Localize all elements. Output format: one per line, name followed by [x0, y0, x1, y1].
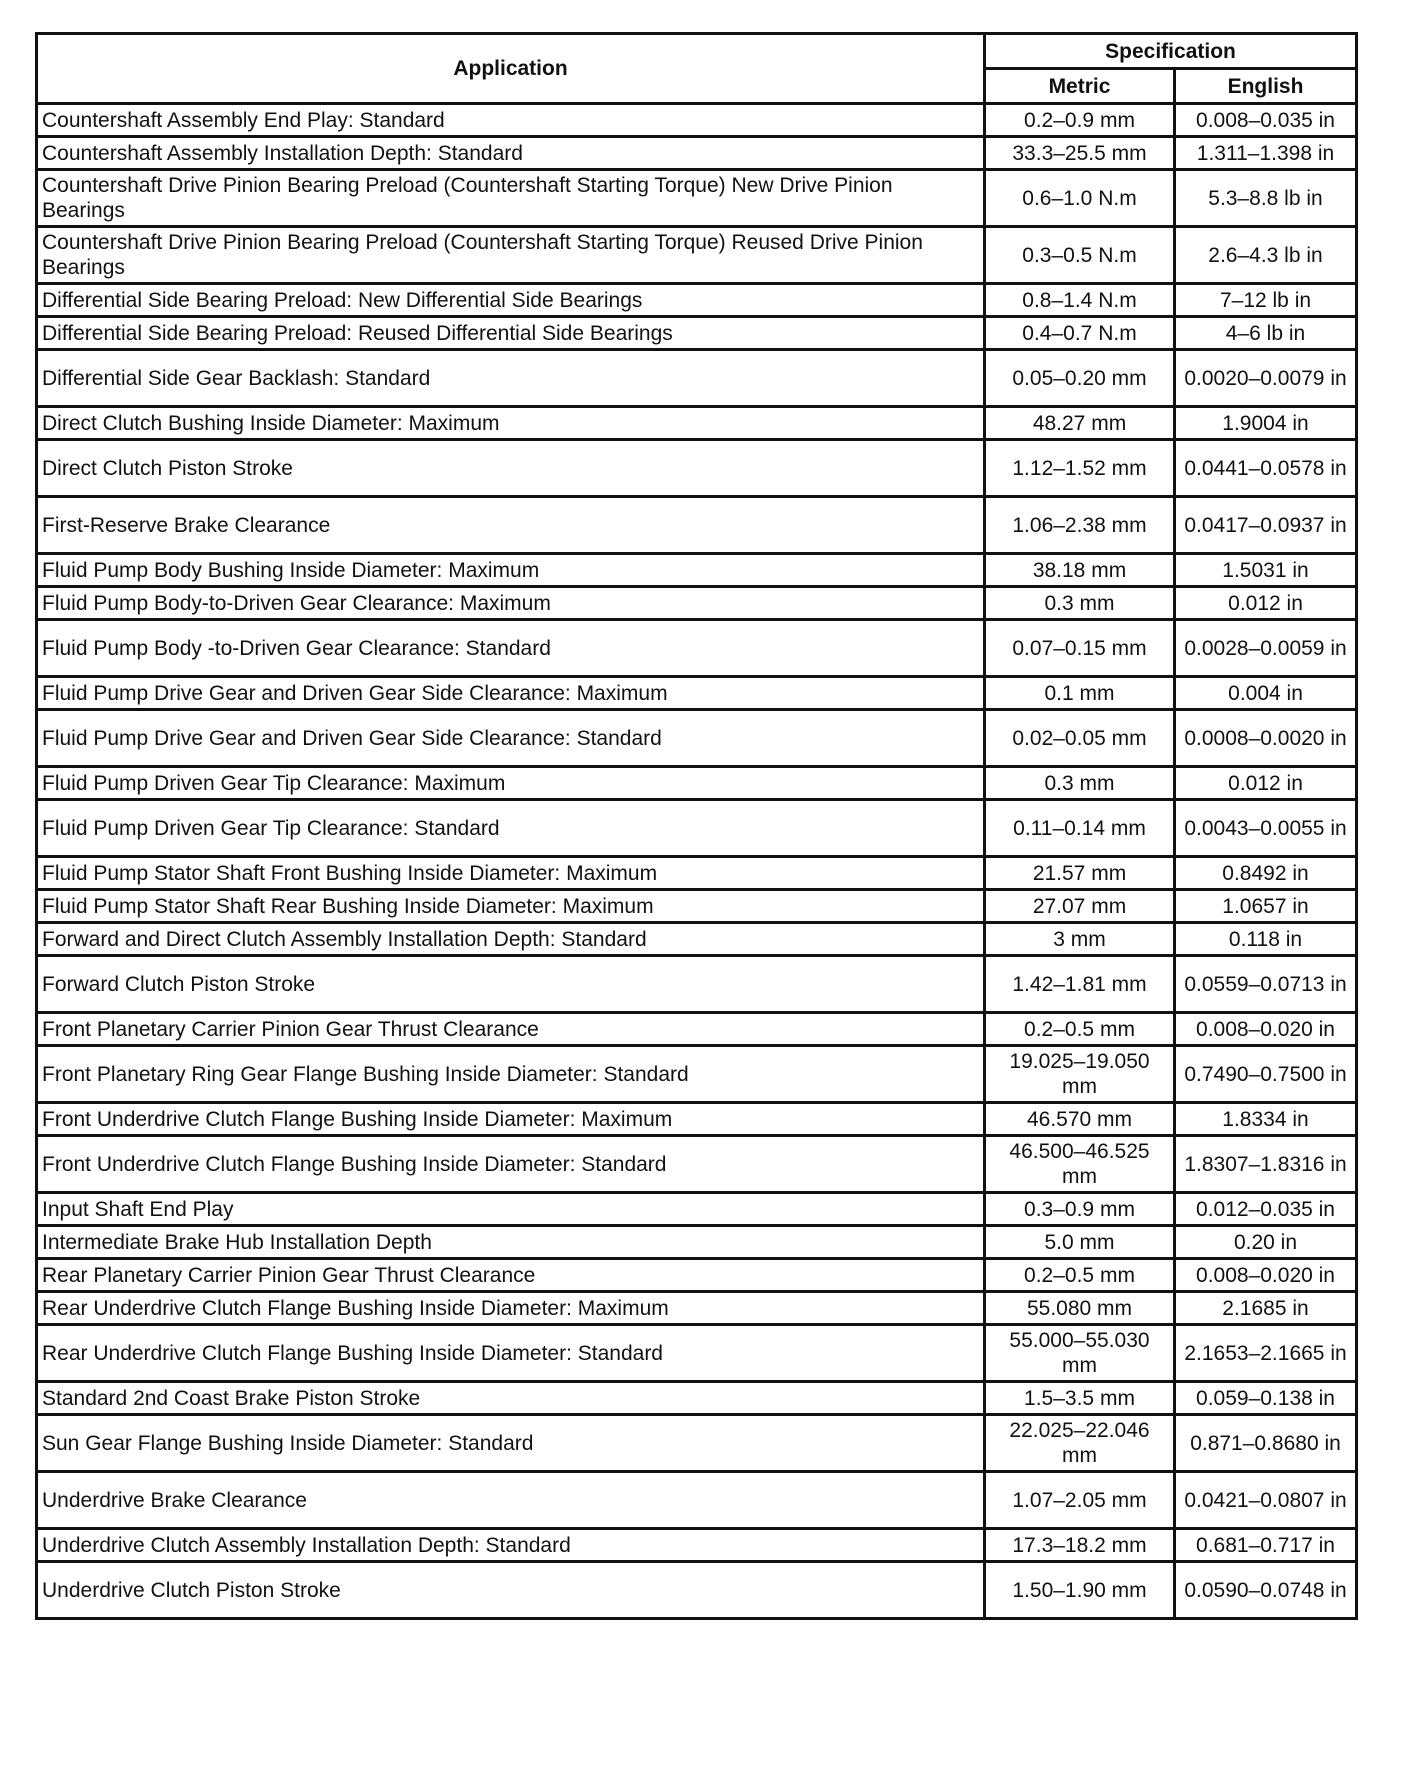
english-cell: 0.012 in — [1175, 767, 1357, 800]
table-row — [37, 587, 1357, 620]
application-cell: Forward and Direct Clutch Assembly Installation Depth: Standard — [37, 923, 985, 956]
application-cell: Standard 2nd Coast Brake Piston Stroke — [37, 1382, 985, 1415]
application-cell: Underdrive Brake Clearance — [37, 1472, 985, 1529]
metric-cell: 0.8–1.4 N.m — [985, 284, 1175, 317]
application-cell: Countershaft Drive Pinion Bearing Preload (Countershaft Starting Torque) Reused Drive Pinion Bearings — [37, 227, 985, 284]
metric-cell: 5.0 mm — [985, 1226, 1175, 1259]
application-cell: Countershaft Drive Pinion Bearing Preload (Countershaft Starting Torque) New Drive Pinion Bearings — [37, 170, 985, 227]
english-cell: 2.6–4.3 lb in — [1175, 227, 1357, 284]
metric-cell: 1.12–1.52 mm — [985, 440, 1175, 497]
table-body — [37, 104, 1357, 1619]
application-cell: Differential Side Bearing Preload: New Differential Side Bearings — [37, 284, 985, 317]
application-cell: Forward Clutch Piston Stroke — [37, 956, 985, 1013]
application-cell: Fluid Pump Stator Shaft Front Bushing Inside Diameter: Maximum — [37, 857, 985, 890]
english-cell: 0.0417–0.0937 in — [1175, 497, 1357, 554]
application-cell: Underdrive Clutch Piston Stroke — [37, 1562, 985, 1619]
english-cell: 0.20 in — [1175, 1226, 1357, 1259]
metric-header: Metric — [985, 69, 1175, 104]
metric-cell: 0.4–0.7 N.m — [985, 317, 1175, 350]
table-row — [37, 104, 1357, 137]
metric-cell: 21.57 mm — [985, 857, 1175, 890]
application-cell: Underdrive Clutch Assembly Installation Depth: Standard — [37, 1529, 985, 1562]
table-row — [37, 1013, 1357, 1046]
english-cell: 0.0008–0.0020 in — [1175, 710, 1357, 767]
metric-cell: 19.025–19.050 mm — [985, 1046, 1175, 1103]
table-row — [37, 890, 1357, 923]
application-cell: Fluid Pump Drive Gear and Driven Gear Side Clearance: Standard — [37, 710, 985, 767]
table-row — [37, 1046, 1357, 1103]
application-cell: Front Planetary Ring Gear Flange Bushing Inside Diameter: Standard — [37, 1046, 985, 1103]
metric-cell: 46.570 mm — [985, 1103, 1175, 1136]
table-row — [37, 1259, 1357, 1292]
table-row — [37, 554, 1357, 587]
table-row — [37, 497, 1357, 554]
table-row — [37, 1136, 1357, 1193]
application-header: Application — [37, 34, 985, 104]
metric-cell: 1.50–1.90 mm — [985, 1562, 1175, 1619]
application-cell: Input Shaft End Play — [37, 1193, 985, 1226]
metric-cell: 0.2–0.5 mm — [985, 1259, 1175, 1292]
table-row — [37, 800, 1357, 857]
metric-cell: 22.025–22.046 mm — [985, 1415, 1175, 1472]
metric-cell: 3 mm — [985, 923, 1175, 956]
english-cell: 0.0590–0.0748 in — [1175, 1562, 1357, 1619]
table-row — [37, 1382, 1357, 1415]
table-row — [37, 1415, 1357, 1472]
application-cell: Fluid Pump Driven Gear Tip Clearance: Standard — [37, 800, 985, 857]
specification-table — [35, 32, 1358, 1620]
metric-cell: 0.2–0.5 mm — [985, 1013, 1175, 1046]
metric-cell: 17.3–18.2 mm — [985, 1529, 1175, 1562]
english-cell: 0.012–0.035 in — [1175, 1193, 1357, 1226]
table-row — [37, 620, 1357, 677]
table-row — [37, 710, 1357, 767]
application-cell: First-Reserve Brake Clearance — [37, 497, 985, 554]
table-row — [37, 1103, 1357, 1136]
english-cell: 1.9004 in — [1175, 407, 1357, 440]
application-cell: Countershaft Assembly End Play: Standard — [37, 104, 985, 137]
application-cell: Fluid Pump Body -to-Driven Gear Clearance: Standard — [37, 620, 985, 677]
table-row — [37, 170, 1357, 227]
table-row — [37, 317, 1357, 350]
english-cell: 0.0020–0.0079 in — [1175, 350, 1357, 407]
metric-cell: 0.3–0.9 mm — [985, 1193, 1175, 1226]
metric-cell: 0.11–0.14 mm — [985, 800, 1175, 857]
english-cell: 0.0559–0.0713 in — [1175, 956, 1357, 1013]
metric-cell: 38.18 mm — [985, 554, 1175, 587]
metric-cell: 55.080 mm — [985, 1292, 1175, 1325]
english-header: English — [1175, 69, 1357, 104]
english-cell: 2.1685 in — [1175, 1292, 1357, 1325]
application-cell: Differential Side Bearing Preload: Reused Differential Side Bearings — [37, 317, 985, 350]
english-cell: 0.0028–0.0059 in — [1175, 620, 1357, 677]
application-cell: Intermediate Brake Hub Installation Depth — [37, 1226, 985, 1259]
english-cell: 0.871–0.8680 in — [1175, 1415, 1357, 1472]
metric-cell: 1.5–3.5 mm — [985, 1382, 1175, 1415]
application-cell: Fluid Pump Driven Gear Tip Clearance: Maximum — [37, 767, 985, 800]
application-cell: Differential Side Gear Backlash: Standard — [37, 350, 985, 407]
english-cell: 0.0441–0.0578 in — [1175, 440, 1357, 497]
table-row — [37, 350, 1357, 407]
metric-cell: 0.3 mm — [985, 587, 1175, 620]
english-cell: 1.0657 in — [1175, 890, 1357, 923]
table-row — [37, 857, 1357, 890]
metric-cell: 0.1 mm — [985, 677, 1175, 710]
metric-cell: 0.6–1.0 N.m — [985, 170, 1175, 227]
english-cell: 0.004 in — [1175, 677, 1357, 710]
metric-cell: 1.06–2.38 mm — [985, 497, 1175, 554]
metric-cell: 27.07 mm — [985, 890, 1175, 923]
table-row — [37, 227, 1357, 284]
application-cell: Rear Planetary Carrier Pinion Gear Thrust Clearance — [37, 1259, 985, 1292]
metric-cell: 0.07–0.15 mm — [985, 620, 1175, 677]
english-cell: 4–6 lb in — [1175, 317, 1357, 350]
english-cell: 0.681–0.717 in — [1175, 1529, 1357, 1562]
table-row — [37, 1292, 1357, 1325]
english-cell: 0.059–0.138 in — [1175, 1382, 1357, 1415]
application-cell: Fluid Pump Body Bushing Inside Diameter: Maximum — [37, 554, 985, 587]
english-cell: 5.3–8.8 lb in — [1175, 170, 1357, 227]
metric-cell: 0.3–0.5 N.m — [985, 227, 1175, 284]
english-cell: 0.0043–0.0055 in — [1175, 800, 1357, 857]
application-cell: Fluid Pump Stator Shaft Rear Bushing Inside Diameter: Maximum — [37, 890, 985, 923]
application-cell: Fluid Pump Body-to-Driven Gear Clearance: Maximum — [37, 587, 985, 620]
table-row — [37, 956, 1357, 1013]
english-cell: 0.0421–0.0807 in — [1175, 1472, 1357, 1529]
table-row — [37, 407, 1357, 440]
metric-cell: 48.27 mm — [985, 407, 1175, 440]
table-row — [37, 767, 1357, 800]
table-row — [37, 1472, 1357, 1529]
application-cell: Front Planetary Carrier Pinion Gear Thrust Clearance — [37, 1013, 985, 1046]
application-cell: Sun Gear Flange Bushing Inside Diameter: Standard — [37, 1415, 985, 1472]
english-cell: 7–12 lb in — [1175, 284, 1357, 317]
application-cell: Direct Clutch Bushing Inside Diameter: Maximum — [37, 407, 985, 440]
table-row — [37, 440, 1357, 497]
english-cell: 0.118 in — [1175, 923, 1357, 956]
english-cell: 2.1653–2.1665 in — [1175, 1325, 1357, 1382]
english-cell: 0.008–0.035 in — [1175, 104, 1357, 137]
english-cell: 0.008–0.020 in — [1175, 1259, 1357, 1292]
metric-cell: 0.2–0.9 mm — [985, 104, 1175, 137]
metric-cell: 55.000–55.030 mm — [985, 1325, 1175, 1382]
application-cell: Front Underdrive Clutch Flange Bushing Inside Diameter: Standard — [37, 1136, 985, 1193]
english-cell: 0.7490–0.7500 in — [1175, 1046, 1357, 1103]
application-cell: Rear Underdrive Clutch Flange Bushing Inside Diameter: Maximum — [37, 1292, 985, 1325]
table-row — [37, 1562, 1357, 1619]
metric-cell: 0.3 mm — [985, 767, 1175, 800]
application-cell: Fluid Pump Drive Gear and Driven Gear Side Clearance: Maximum — [37, 677, 985, 710]
english-cell: 0.008–0.020 in — [1175, 1013, 1357, 1046]
specification-header: Specification — [985, 34, 1357, 69]
table-row — [37, 1193, 1357, 1226]
english-cell: 1.5031 in — [1175, 554, 1357, 587]
english-cell: 0.012 in — [1175, 587, 1357, 620]
metric-cell: 1.42–1.81 mm — [985, 956, 1175, 1013]
table-row — [37, 1529, 1357, 1562]
metric-cell: 0.05–0.20 mm — [985, 350, 1175, 407]
application-cell: Countershaft Assembly Installation Depth: Standard — [37, 137, 985, 170]
english-cell: 1.311–1.398 in — [1175, 137, 1357, 170]
metric-cell: 33.3–25.5 mm — [985, 137, 1175, 170]
metric-cell: 46.500–46.525 mm — [985, 1136, 1175, 1193]
table-row — [37, 284, 1357, 317]
english-cell: 0.8492 in — [1175, 857, 1357, 890]
table-row — [37, 677, 1357, 710]
application-cell: Direct Clutch Piston Stroke — [37, 440, 985, 497]
table-row — [37, 923, 1357, 956]
english-cell: 1.8334 in — [1175, 1103, 1357, 1136]
application-cell: Front Underdrive Clutch Flange Bushing Inside Diameter: Maximum — [37, 1103, 985, 1136]
table-row — [37, 1325, 1357, 1382]
table-row — [37, 137, 1357, 170]
application-cell: Rear Underdrive Clutch Flange Bushing Inside Diameter: Standard — [37, 1325, 985, 1382]
metric-cell: 1.07–2.05 mm — [985, 1472, 1175, 1529]
table-row — [37, 1226, 1357, 1259]
metric-cell: 0.02–0.05 mm — [985, 710, 1175, 767]
english-cell: 1.8307–1.8316 in — [1175, 1136, 1357, 1193]
